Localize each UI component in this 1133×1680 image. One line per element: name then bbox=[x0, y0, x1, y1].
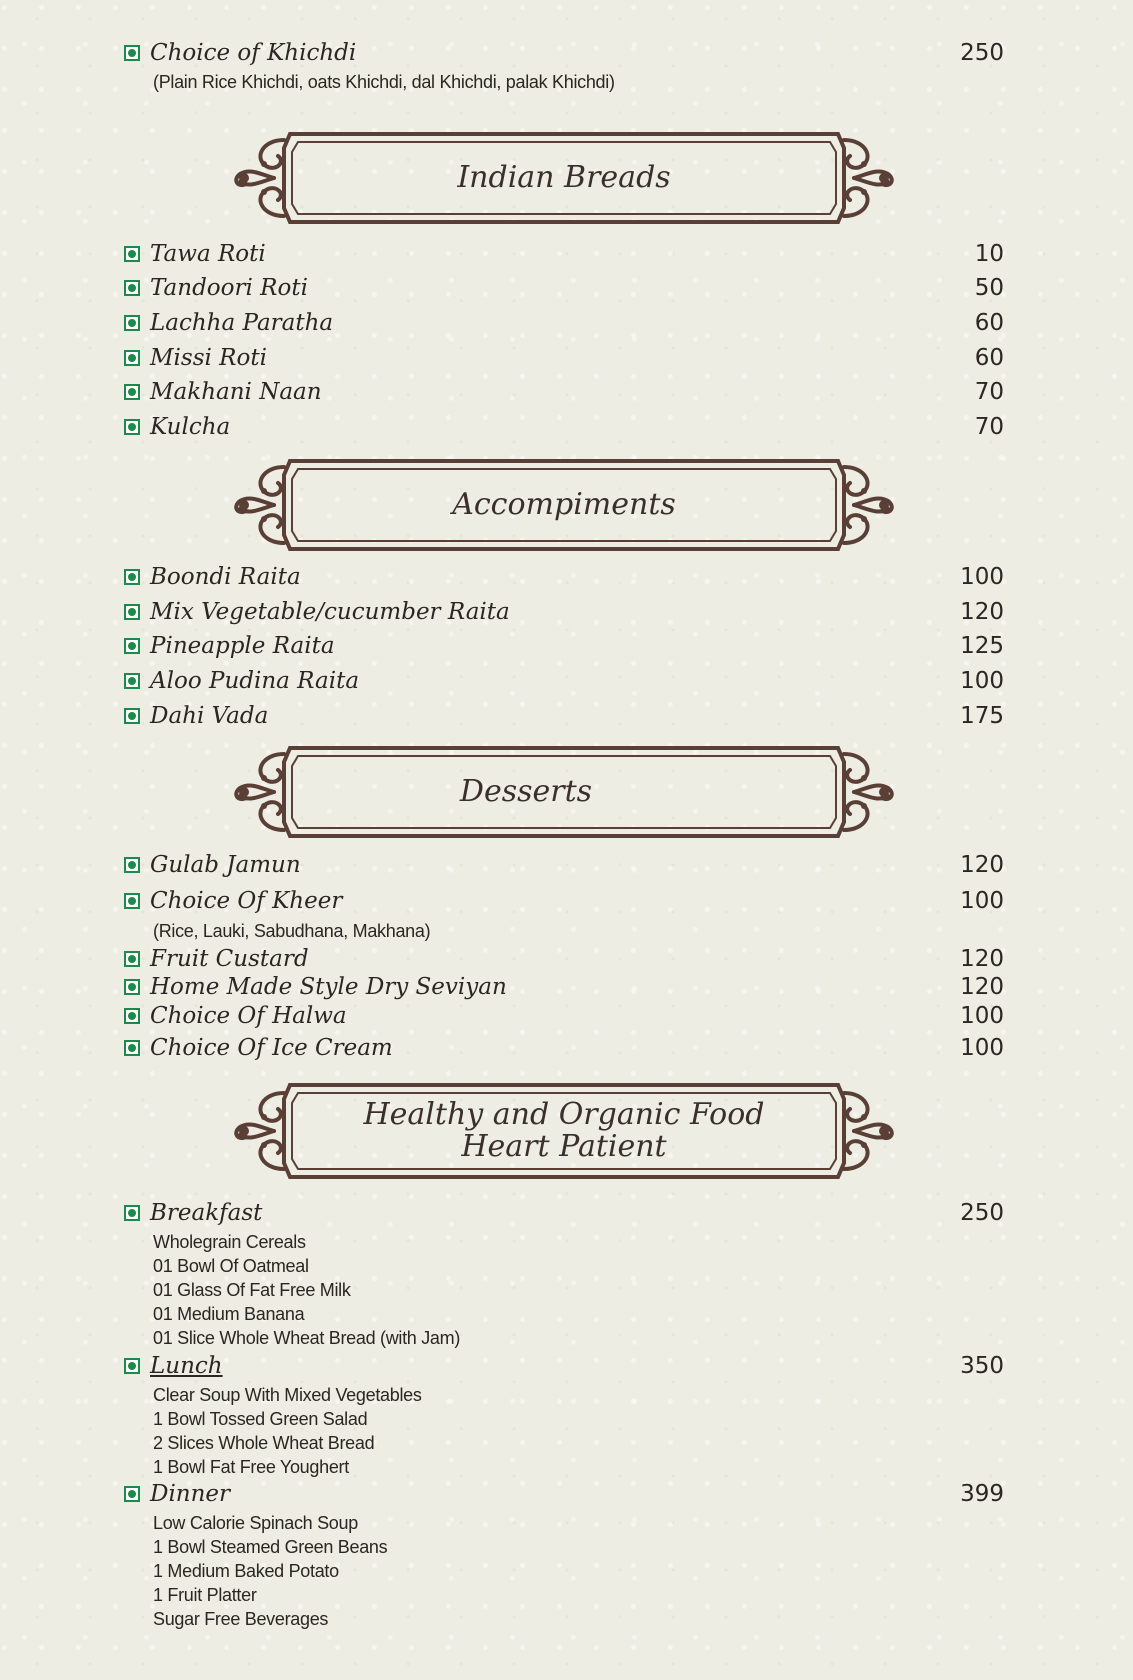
menu-item bbox=[124, 1031, 1004, 1065]
item-price: 50 bbox=[974, 275, 1004, 301]
item-description-line: 1 Bowl Fat Free Youghert bbox=[153, 1457, 349, 1477]
item-price: 70 bbox=[974, 414, 1004, 440]
item-price: 70 bbox=[974, 379, 1004, 405]
item-description-line: 1 Medium Baked Potato bbox=[153, 1561, 339, 1581]
veg-mark-icon bbox=[124, 45, 140, 61]
veg-mark-icon bbox=[124, 315, 140, 331]
item-price: 100 bbox=[960, 564, 1004, 590]
item-name: Choice of Khichdi bbox=[150, 40, 357, 66]
menu-item-dinner bbox=[124, 1477, 1004, 1631]
section-banner-indian-breads bbox=[228, 128, 900, 228]
menu-item bbox=[124, 884, 1004, 944]
item-price: 60 bbox=[974, 310, 1004, 336]
menu-item bbox=[124, 341, 1004, 375]
veg-mark-icon bbox=[124, 1040, 140, 1056]
menu-item-choice-of-khichdi bbox=[124, 36, 1004, 94]
item-description-line: 1 Fruit Platter bbox=[153, 1585, 257, 1605]
menu-item bbox=[124, 595, 1004, 629]
item-name: Dahi Vada bbox=[150, 703, 269, 729]
veg-mark-icon bbox=[124, 979, 140, 995]
item-price: 120 bbox=[960, 599, 1004, 625]
item-price: 125 bbox=[960, 633, 1004, 659]
item-name: Pineapple Raita bbox=[150, 633, 335, 659]
section-title-line2: Heart Patient bbox=[461, 1129, 667, 1164]
menu-item bbox=[124, 237, 1004, 271]
section-banner-desserts bbox=[228, 742, 900, 842]
veg-mark-icon bbox=[124, 638, 140, 654]
item-price: 100 bbox=[960, 1035, 1004, 1061]
item-name: Choice Of Ice Cream bbox=[150, 1035, 393, 1061]
veg-mark-icon bbox=[124, 673, 140, 689]
menu-item bbox=[124, 629, 1004, 663]
section-title: Desserts bbox=[459, 774, 593, 809]
menu-item-lunch bbox=[124, 1349, 1004, 1479]
veg-mark-icon bbox=[124, 419, 140, 435]
veg-mark-icon bbox=[124, 280, 140, 296]
item-description-line: 01 Glass Of Fat Free Milk bbox=[153, 1280, 351, 1300]
item-description-line: Clear Soup With Mixed Vegetables bbox=[153, 1385, 422, 1405]
item-name: Tandoori Roti bbox=[150, 275, 308, 301]
item-price: 100 bbox=[960, 668, 1004, 694]
item-name: Mix Vegetable/cucumber Raita bbox=[150, 599, 510, 625]
item-price: 399 bbox=[960, 1481, 1004, 1507]
item-name: Aloo Pudina Raita bbox=[150, 668, 360, 694]
menu-item bbox=[124, 999, 1004, 1033]
menu-item bbox=[124, 699, 1004, 733]
item-price: 100 bbox=[960, 1003, 1004, 1029]
item-description: (Plain Rice Khichdi, oats Khichdi, dal Khichdi, palak Khichdi) bbox=[153, 72, 615, 92]
veg-mark-icon bbox=[124, 569, 140, 585]
item-description-line: 01 Slice Whole Wheat Bread (with Jam) bbox=[153, 1328, 461, 1348]
item-name: Makhani Naan bbox=[150, 379, 322, 405]
item-price: 250 bbox=[960, 1200, 1004, 1226]
item-description-line: 1 Bowl Steamed Green Beans bbox=[153, 1537, 388, 1557]
section-title: Accompiments bbox=[452, 487, 676, 522]
item-price: 350 bbox=[960, 1353, 1004, 1379]
veg-mark-icon bbox=[124, 384, 140, 400]
item-name: Boondi Raita bbox=[150, 564, 301, 590]
item-name: Tawa Roti bbox=[150, 241, 266, 267]
item-description-line: Wholegrain Cereals bbox=[153, 1232, 306, 1252]
item-price: 10 bbox=[974, 241, 1004, 267]
section-banner-healthy-organic bbox=[228, 1079, 900, 1183]
veg-mark-icon bbox=[124, 1205, 140, 1221]
item-name: Kulcha bbox=[150, 414, 231, 440]
menu-item bbox=[124, 375, 1004, 409]
item-description-line: 1 Bowl Tossed Green Salad bbox=[153, 1409, 368, 1429]
menu-item bbox=[124, 410, 1004, 444]
veg-mark-icon bbox=[124, 246, 140, 262]
veg-mark-icon bbox=[124, 708, 140, 724]
veg-mark-icon bbox=[124, 350, 140, 366]
item-price: 120 bbox=[960, 852, 1004, 878]
item-name: Dinner bbox=[150, 1481, 231, 1507]
item-price: 60 bbox=[974, 345, 1004, 371]
item-description-line: 01 Bowl Of Oatmeal bbox=[153, 1256, 309, 1276]
veg-mark-icon bbox=[124, 604, 140, 620]
item-price: 250 bbox=[960, 40, 1004, 66]
item-name: Fruit Custard bbox=[150, 946, 309, 972]
item-price: 120 bbox=[960, 946, 1004, 972]
veg-mark-icon bbox=[124, 857, 140, 873]
veg-mark-icon bbox=[124, 1358, 140, 1374]
item-description-line: 2 Slices Whole Wheat Bread bbox=[153, 1433, 375, 1453]
item-price: 120 bbox=[960, 974, 1004, 1000]
item-name: Missi Roti bbox=[150, 345, 267, 371]
section-title-line1: Healthy and Organic Food bbox=[363, 1097, 765, 1132]
item-name: Home Made Style Dry Seviyan bbox=[150, 974, 507, 1000]
item-description-line: Low Calorie Spinach Soup bbox=[153, 1513, 358, 1533]
item-name: Lunch bbox=[150, 1353, 223, 1379]
veg-mark-icon bbox=[124, 1008, 140, 1024]
item-price: 175 bbox=[960, 703, 1004, 729]
menu-item bbox=[124, 664, 1004, 698]
item-description-line: 01 Medium Banana bbox=[153, 1304, 305, 1324]
item-name: Lachha Paratha bbox=[150, 310, 334, 336]
section-banner-accompiments bbox=[228, 455, 900, 555]
menu-item bbox=[124, 848, 1004, 882]
section-title: Indian Breads bbox=[457, 160, 671, 195]
menu-item bbox=[124, 560, 1004, 594]
item-price: 100 bbox=[960, 888, 1004, 914]
item-name: Breakfast bbox=[150, 1200, 263, 1226]
item-name: Choice Of Halwa bbox=[150, 1003, 347, 1029]
menu-item bbox=[124, 271, 1004, 305]
item-description: (Rice, Lauki, Sabudhana, Makhana) bbox=[153, 921, 431, 941]
item-name: Choice Of Kheer bbox=[150, 888, 343, 914]
item-description-line: Sugar Free Beverages bbox=[153, 1609, 329, 1629]
veg-mark-icon bbox=[124, 951, 140, 967]
menu-item bbox=[124, 306, 1004, 340]
item-name: Gulab Jamun bbox=[150, 852, 301, 878]
veg-mark-icon bbox=[124, 1486, 140, 1502]
veg-mark-icon bbox=[124, 893, 140, 909]
menu-item-breakfast bbox=[124, 1196, 1004, 1350]
